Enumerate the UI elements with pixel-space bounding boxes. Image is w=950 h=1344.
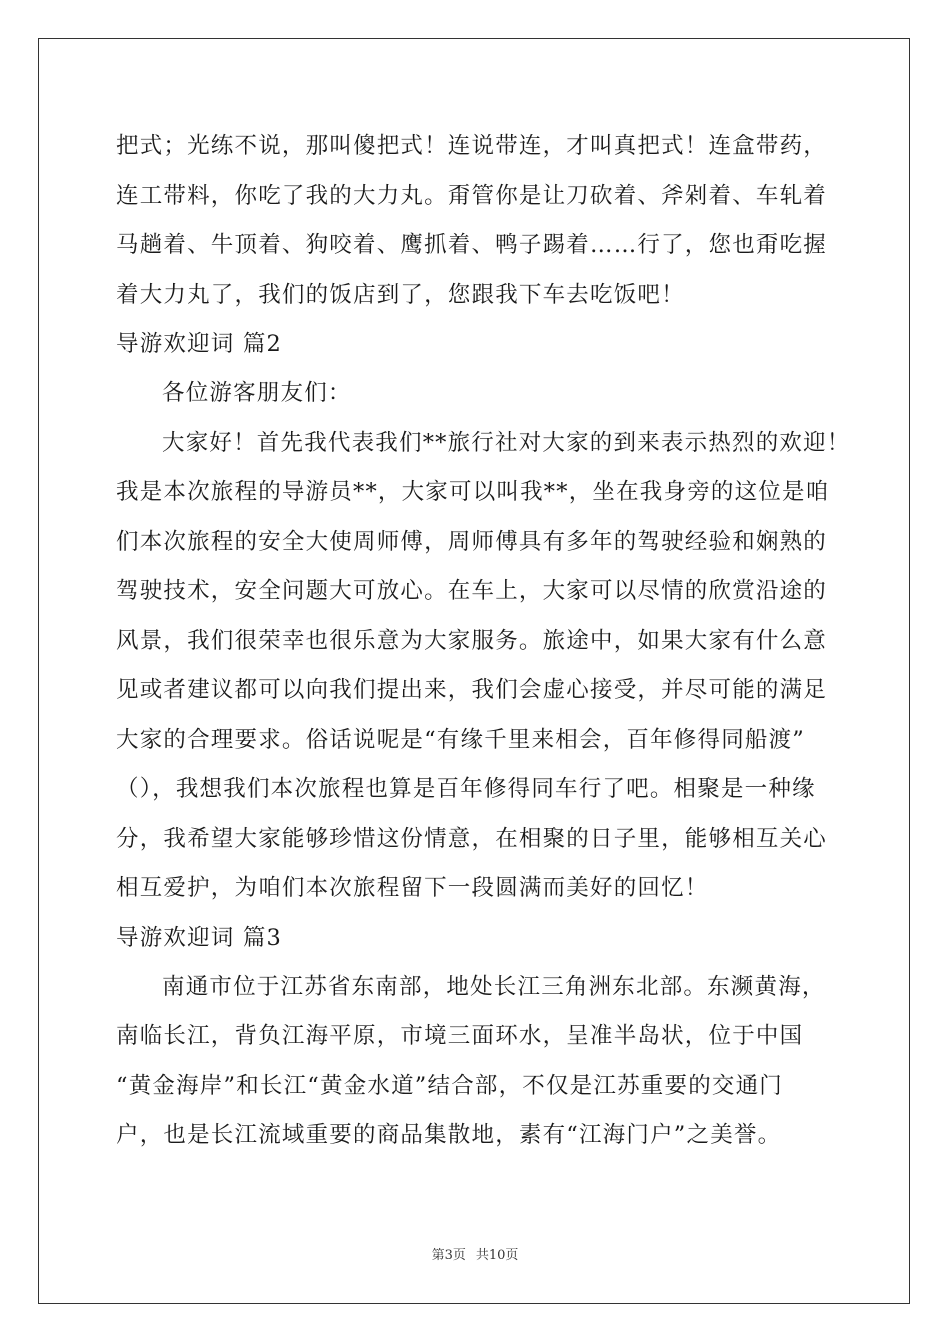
section-heading-2: 导游欢迎词 篇2 [116,331,283,357]
paragraph-line: 们本次旅程的安全大使周师傅，周师傅具有多年的驾驶经验和娴熟的 [116,528,828,555]
paragraph-line: 我是本次旅程的导游员**，大家可以叫我**，坐在我身旁的这位是咱 [116,479,830,505]
paragraph-line: 大家的合理要求。俗话说呢是“有缘千里来相会，百年修得同船渡” [116,726,806,753]
paragraph-line: 驾驶技术，安全问题大可放心。在车上，大家可以尽情的欣赏沿途的 [116,578,828,604]
paragraph-line: 相互爱护，为咱们本次旅程留下一段圆满而美好的回忆！ [116,875,709,901]
paragraph-line: 见或者建议都可以向我们提出来，我们会虚心接受，并尽可能的满足 [116,677,828,703]
document-body [116,122,851,1161]
paragraph-line: 户，也是长江流域重要的商品集散地，素有“江海门户”之美誉。 [116,1122,782,1148]
section-heading-3: 导游欢迎词 篇3 [116,924,283,951]
page-number: 第3页 [431,1248,466,1263]
page-total: 共10页 [475,1248,519,1263]
paragraph-line: 连工带料，你吃了我的大力丸。甭管你是让刀砍着、斧剁着、车轧着 [116,182,828,209]
paragraph-line: （），我想我们本次旅程也算是百年修得同车行了吧。相聚是一种缘 [116,776,816,802]
paragraph-line: 马趟着、牛顶着、狗咬着、鹰抓着、鸭子踢着……行了，您也甭吃握 [116,232,828,258]
paragraph-line: 南通市位于江苏省东南部，地处长江三角洲东北部。东濒黄海， [162,973,826,1000]
paragraph-line: “黄金海岸”和长江“黄金水道”结合部，不仅是江苏重要的交通门 [116,1072,784,1099]
paragraph-line: 大家好！首先我代表我们**旅行社对大家的到来表示热烈的欢迎！ [162,429,851,456]
paragraph-line: 把式；光练不说，那叫傻把式！连说带连，才叫真把式！连盒带药， [116,133,828,159]
paragraph-line: 着大力丸了，我们的饭店到了，您跟我下车去吃饭吧！ [116,281,685,308]
paragraph-line: 风景，我们很荣幸也很乐意为大家服务。旅途中，如果大家有什么意 [116,627,828,654]
paragraph-line: 南临长江，背负江海平原，市境三面环水，呈准半岛状，位于中国 [116,1023,804,1049]
page-footer [0,1244,950,1263]
paragraph-line: 分，我希望大家能够珍惜这份情意，在相聚的日子里，能够相互关心 [116,825,828,852]
greeting-line: 各位游客朋友们： [162,380,352,406]
